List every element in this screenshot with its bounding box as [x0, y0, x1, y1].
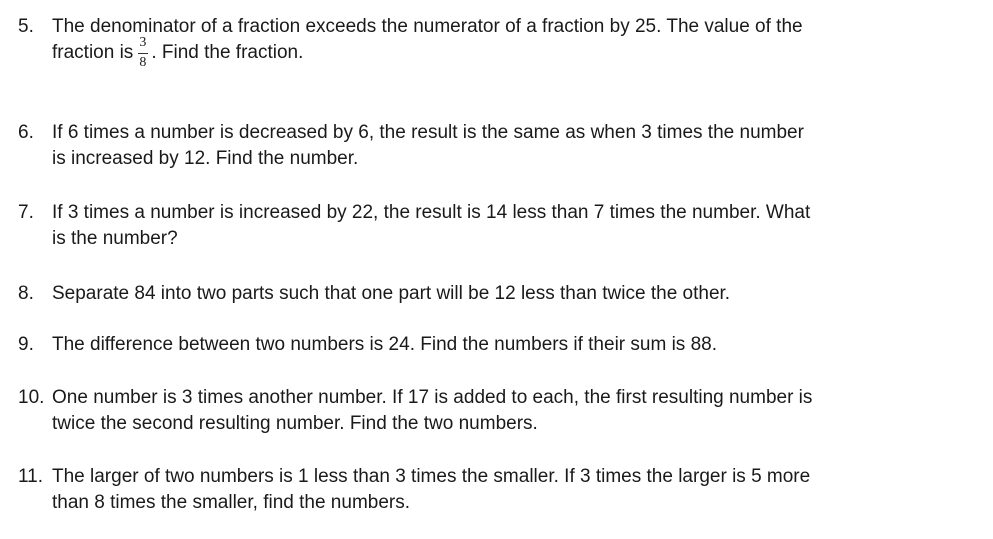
problem-number: 8.	[18, 283, 34, 304]
fraction	[137, 35, 151, 70]
problem-text-line: than 8 times the smaller, find the numbers.	[52, 492, 411, 513]
problem-5	[18, 14, 978, 70]
problem-9	[18, 332, 978, 358]
problem-text-line: The larger of two numbers is 1 less than 3 times the smaller. If 3 times the larger is 5 more	[52, 466, 811, 487]
problem-text-line: twice the second resulting number. Find the two numbers.	[52, 413, 538, 434]
problem-number: 5.	[18, 16, 34, 37]
problem-text-line: Separate 84 into two parts such that one part will be 12 less than twice the other.	[52, 283, 731, 304]
problem-number: 10.	[18, 387, 45, 408]
problem-text-line: One number is 3 times another number. If 17 is added to each, the first resulting number is	[52, 387, 813, 408]
problem-text-line-with-fraction	[52, 35, 978, 70]
problem-6	[18, 120, 978, 172]
problem-8	[18, 281, 978, 307]
problem-text-line: is increased by 12. Find the number.	[52, 148, 359, 169]
problem-text-line: The difference between two numbers is 24. Find the numbers if their sum is 88.	[52, 334, 717, 355]
problem-number: 9.	[18, 334, 34, 355]
problem-text-line: is the number?	[52, 228, 178, 249]
problem-number: 6.	[18, 122, 34, 143]
problem-number: 7.	[18, 202, 34, 223]
problem-text-segment: fraction is	[52, 42, 134, 63]
problem-10	[18, 385, 978, 437]
fraction-denominator: 8	[139, 55, 147, 70]
problem-11	[18, 464, 978, 516]
problem-number: 11.	[18, 466, 44, 487]
problem-text-line: If 3 times a number is increased by 22, the result is 14 less than 7 times the number. What	[52, 202, 811, 223]
problem-text-segment: . Find the fraction.	[151, 42, 304, 63]
problem-text-line: The denominator of a fraction exceeds the numerator of a fraction by 25. The value of the	[52, 16, 803, 37]
problem-7	[18, 200, 978, 252]
problem-text-line: If 6 times a number is decreased by 6, the result is the same as when 3 times the number	[52, 122, 804, 143]
fraction-bar	[138, 53, 148, 54]
fraction-numerator: 3	[139, 35, 147, 50]
